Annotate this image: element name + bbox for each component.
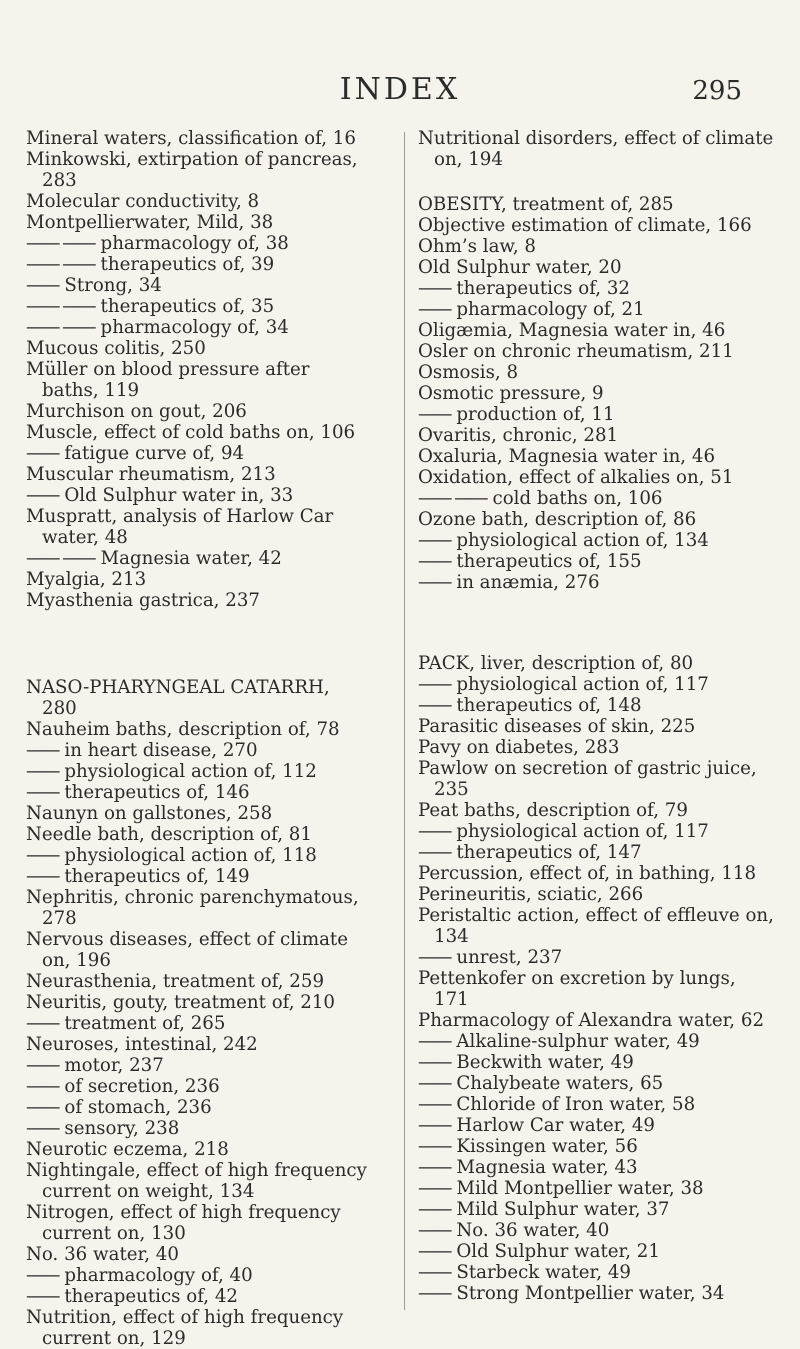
index-entry: —— treatment of, 265: [26, 1013, 368, 1034]
index-entry: Oxaluria, Magnesia water in, 46: [418, 446, 716, 467]
index-entry: Percussion, effect of, in bathing, 118: [418, 863, 757, 884]
index-entry: —— motor, 237: [26, 1055, 368, 1076]
index-entry: Myasthenia gastrica, 237: [26, 590, 260, 611]
page-header: [0, 72, 800, 112]
index-entry: —— Kissingen water, 56: [418, 1136, 774, 1157]
index-entry: —— Chloride of Iron water, 58: [418, 1094, 774, 1115]
index-entry: Naunyn on gallstones, 258: [26, 803, 273, 824]
index-entry: Old Sulphur water, 20: [418, 257, 622, 278]
index-entry: Müller on blood pressure after baths, 119: [26, 359, 310, 401]
index-entry: Neurotic eczema, 218: [26, 1139, 229, 1160]
index-entry: Mineral waters, classification of, 16: [26, 128, 356, 149]
index-entry: Oxidation, effect of alkalies on, 51: [418, 467, 734, 488]
index-entry: PACK, liver, description of, 80: [418, 653, 694, 674]
left-column: [26, 128, 368, 1349]
index-group-m: [26, 128, 368, 611]
index-entry: Neurasthenia, treatment of, 259: [26, 971, 325, 992]
index-entry: —— Strong, 34: [26, 275, 368, 296]
index-entry: Nutrition, effect of high frequency current on, 129: [26, 1307, 344, 1349]
index-entry: Mucous colitis, 250: [26, 338, 206, 359]
index-entry: Needle bath, description of, 81: [26, 824, 312, 845]
index-entry: —— in anæmia, 276: [418, 572, 774, 593]
index-entry: —— Old Sulphur water, 21: [418, 1241, 774, 1262]
index-entry: —— —— Magnesia water, 42: [26, 548, 368, 569]
index-entry: —— therapeutics of, 32: [418, 278, 774, 299]
index-entry: —— Strong Montpellier water, 34: [418, 1283, 774, 1304]
index-entry: Ozone bath, description of, 86: [418, 509, 697, 530]
index-entry: —— sensory, 238: [26, 1118, 368, 1139]
index-entry: —— of secretion, 236: [26, 1076, 368, 1097]
index-entry: —— physiological action of, 117: [418, 821, 774, 842]
index-entry: Muspratt, analysis of Harlow Car water, 48: [26, 506, 334, 548]
index-entry: —— Magnesia water, 43: [418, 1157, 774, 1178]
index-entry: —— Mild Montpellier water, 38: [418, 1178, 774, 1199]
column-divider: [404, 132, 405, 1310]
index-entry: Murchison on gout, 206: [26, 401, 247, 422]
index-entry: Peristaltic action, effect of effleuve on, 134: [418, 905, 774, 947]
index-entry: Muscle, effect of cold baths on, 106: [26, 422, 356, 443]
index-entry: Pavy on diabetes, 283: [418, 737, 620, 758]
index-entry: Minkowski, extirpation of pancreas, 283: [26, 149, 358, 191]
index-entry: Neuritis, gouty, treatment of, 210: [26, 992, 335, 1013]
section-gap: [26, 611, 368, 677]
index-group-n-continued: [418, 128, 774, 170]
index-entry: —— fatigue curve of, 94: [26, 443, 368, 464]
index-entry: —— Alkaline-sulphur water, 49: [418, 1031, 774, 1052]
index-entry: —— —— pharmacology of, 38: [26, 233, 368, 254]
index-entry: —— physiological action of, 118: [26, 845, 368, 866]
index-entry: —— No. 36 water, 40: [418, 1220, 774, 1241]
index-entry: Nutritional disorders, effect of climate on, 194: [418, 128, 774, 170]
index-entry: —— pharmacology of, 40: [26, 1265, 368, 1286]
index-entry: —— production of, 11: [418, 404, 774, 425]
index-entry: —— of stomach, 236: [26, 1097, 368, 1118]
section-gap: [418, 593, 774, 653]
index-entry: Montpellierwater, Mild, 38: [26, 212, 274, 233]
index-entry: Pharmacology of Alexandra water, 62: [418, 1010, 765, 1031]
index-entry: Oligæmia, Magnesia water in, 46: [418, 320, 726, 341]
index-entry: Osler on chronic rheumatism, 211: [418, 341, 734, 362]
index-entry: Nitrogen, effect of high frequency current on, 130: [26, 1202, 341, 1244]
index-entry: Osmotic pressure, 9: [418, 383, 604, 404]
index-entry: —— —— pharmacology of, 34: [26, 317, 368, 338]
index-group-p: [418, 653, 774, 1304]
index-entry: Objective estimation of climate, 166: [418, 215, 752, 236]
index-entry: Perineuritis, sciatic, 266: [418, 884, 644, 905]
index-entry: No. 36 water, 40: [26, 1244, 179, 1265]
index-entry: —— Chalybeate waters, 65: [418, 1073, 774, 1094]
index-entry: —— physiological action of, 134: [418, 530, 774, 551]
index-entry: Pawlow on secretion of gastric juice, 235: [418, 758, 757, 800]
index-entry: Parasitic diseases of skin, 225: [418, 716, 696, 737]
index-entry: —— unrest, 237: [418, 947, 774, 968]
index-entry: —— therapeutics of, 148: [418, 695, 774, 716]
index-entry: Ovaritis, chronic, 281: [418, 425, 619, 446]
index-entry: Nervous diseases, effect of climate on, 196: [26, 929, 348, 971]
index-entry: Molecular conductivity, 8: [26, 191, 260, 212]
index-entry: —— Old Sulphur water in, 33: [26, 485, 368, 506]
page-title: INDEX: [339, 72, 461, 107]
index-entry: —— Beckwith water, 49: [418, 1052, 774, 1073]
right-column: [418, 128, 774, 1304]
index-entry: Osmosis, 8: [418, 362, 519, 383]
index-entry: OBESITY, treatment of, 285: [418, 194, 674, 215]
index-entry: —— physiological action of, 112: [26, 761, 368, 782]
index-entry: —— therapeutics of, 149: [26, 866, 368, 887]
page-number: 295: [692, 76, 742, 106]
index-entry: —— therapeutics of, 42: [26, 1286, 368, 1307]
index-group-n: [26, 677, 368, 1349]
index-entry: —— Harlow Car water, 49: [418, 1115, 774, 1136]
index-entry: Nephritis, chronic parenchymatous, 278: [26, 887, 359, 929]
index-entry: Myalgia, 213: [26, 569, 147, 590]
index-entry: Peat baths, description of, 79: [418, 800, 688, 821]
index-entry: —— physiological action of, 117: [418, 674, 774, 695]
section-gap: [418, 170, 774, 194]
index-entry: —— —— therapeutics of, 35: [26, 296, 368, 317]
index-entry: —— therapeutics of, 155: [418, 551, 774, 572]
index-entry: NASO-PHARYNGEAL CATARRH, 280: [26, 677, 330, 719]
index-entry: —— therapeutics of, 147: [418, 842, 774, 863]
index-entry: —— pharmacology of, 21: [418, 299, 774, 320]
index-entry: —— Starbeck water, 49: [418, 1262, 774, 1283]
index-entry: —— in heart disease, 270: [26, 740, 368, 761]
index-entry: Nightingale, effect of high frequency current on weight, 134: [26, 1160, 367, 1202]
index-entry: Ohm’s law, 8: [418, 236, 536, 257]
index-entry: Pettenkofer on excretion by lungs, 171: [418, 968, 736, 1010]
index-entry: —— —— therapeutics of, 39: [26, 254, 368, 275]
index-entry: Nauheim baths, description of, 78: [26, 719, 340, 740]
index-entry: Muscular rheumatism, 213: [26, 464, 276, 485]
index-entry: —— Mild Sulphur water, 37: [418, 1199, 774, 1220]
index-entry: —— therapeutics of, 146: [26, 782, 368, 803]
index-group-o: [418, 194, 774, 593]
index-entry: —— —— cold baths on, 106: [418, 488, 774, 509]
index-entry: Neuroses, intestinal, 242: [26, 1034, 258, 1055]
